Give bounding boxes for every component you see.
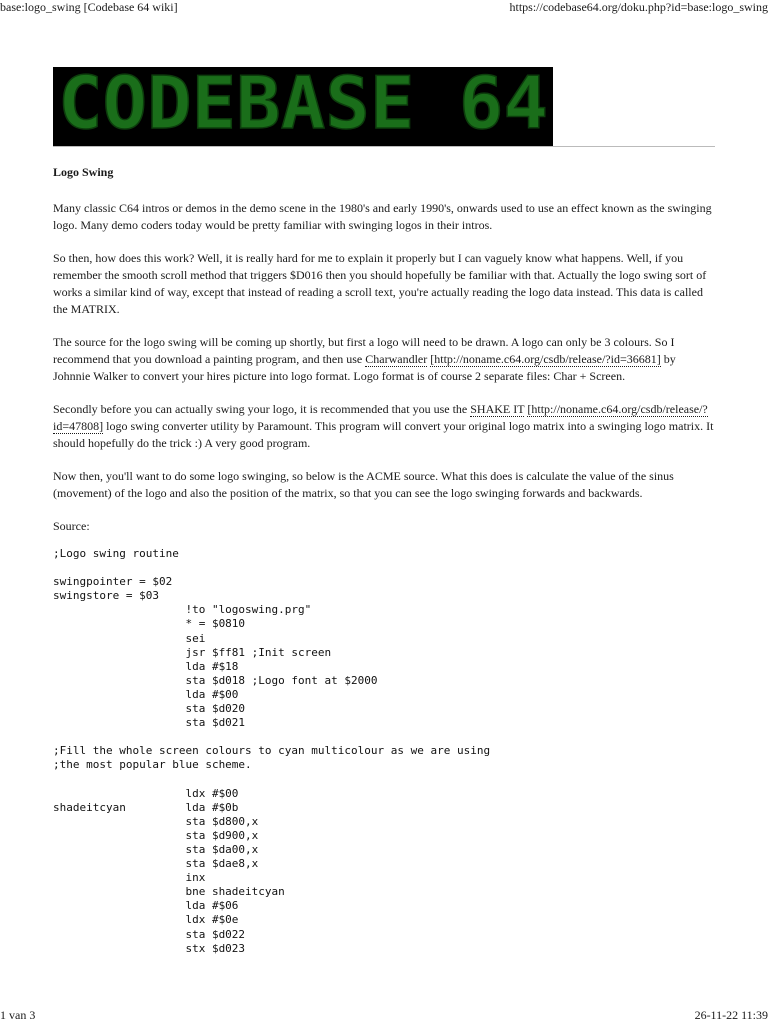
print-header: [0, 0, 768, 16]
acme-source-paragraph: Now then, you'll want to do some logo swinging, so below is the ACME source. What this does is calculate the value of the sinus (movement) of the logo and also the position of the matrix, so that you can see the logo swinging forwards and backwards.: [53, 469, 674, 500]
how-it-works-paragraph: So then, how does this work? Well, it is really hard for me to explain it properly but I can vaguely know what happens. Well, if you remember the smooth scroll method that triggers $D016 then you should hopefully be familiar with that. Actually the logo swing sort of works a similar kind of way, except that instead of reading a scroll text, you're actually reading the logo data instead. This data is called the MATRIX.: [53, 251, 707, 316]
print-footer: [0, 1006, 768, 1024]
shake-it-paragraph: [53, 401, 715, 452]
print-url: https://codebase64.org/doku.php?id=base:logo_swing: [509, 0, 768, 14]
code-block: ;Logo swing routine swingpointer = $02 swingstore = $03 !to "logoswing.prg" * = $0810 sei jsr $ff81 ;Init screen lda #$18 sta $d018 ;Logo font at $2000 lda #$00 sta $d020 sta $d021 ;Fill the whole screen colours to cyan multicolour as we are using ;the most popular blue scheme. ldx #$00 shadeitcyan lda #$0b sta $d800,x sta $d900,x sta $da00,x sta $dae8,x inx bne shadeitcyan lda #$06 ldx #$0e sta $d022 stx $d023: [53, 547, 491, 955]
print-page-title: base:logo_swing [Codebase 64 wiki]: [0, 0, 178, 14]
charwandler-link[interactable]: Charwandler: [365, 352, 428, 366]
print-datetime: 26-11-22 11:39: [694, 1008, 768, 1022]
p4-text-before: Secondly before you can actually swing your logo, it is recommended that you use the: [53, 402, 471, 416]
p3-text-before: The source for the logo swing will be coming up shortly, but first a logo will need to be drawn. A logo can only be 3 colours. So I recommend that you download a painting program, and then use: [53, 335, 675, 366]
p4-text-after: logo swing converter utility by Paramount. This program will convert your original logo matrix into a swinging logo matrix. It should hopefully do the trick :) A very good program.: [53, 419, 714, 450]
page-counter: 1 van 3: [0, 1008, 36, 1022]
article-content: [53, 164, 715, 551]
logo-text: CODEBASE 64: [58, 71, 548, 142]
shake-it-link[interactable]: SHAKE IT: [470, 402, 525, 416]
p3-text-after: by Johnnie Walker to convert your hires picture into logo format. Logo format is of course 2 separate files: Char + Screen.: [53, 352, 676, 383]
source-label: Source:: [53, 519, 90, 533]
intro-paragraph: Many classic C64 intros or demos in the demo scene in the 1980's and early 1990's, onwards used to use an effect known as the swinging logo. Many demo coders today would be pretty familiar with swinging logos in their intros.: [53, 201, 712, 232]
shake-it-url[interactable]: [http://noname.c64.org/csdb/release/?id=47808]: [53, 402, 708, 433]
site-logo[interactable]: [53, 67, 553, 146]
page-title: Logo Swing: [53, 165, 114, 179]
codebase64-logo-art: [55, 72, 551, 142]
drawing-logo-paragraph: [53, 334, 715, 385]
header-divider: [53, 146, 715, 147]
charwandler-url[interactable]: [http://noname.c64.org/csdb/release/?id=36681]: [430, 352, 661, 366]
logo-banner[interactable]: [53, 67, 553, 146]
